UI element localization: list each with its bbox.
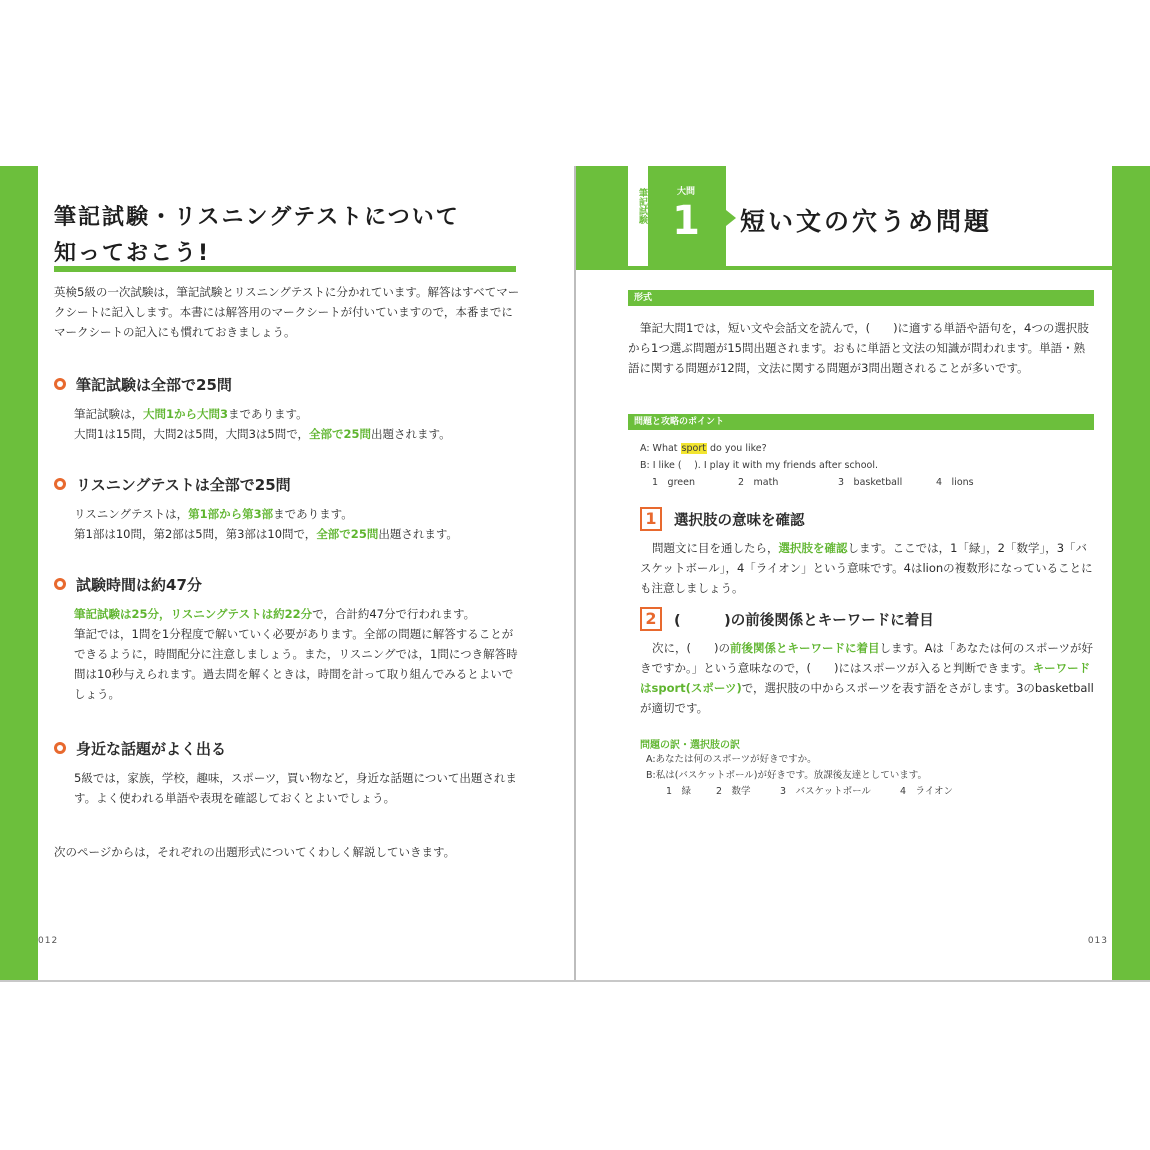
section-written-test (54, 372, 524, 444)
question-number-block: 大問 1 (648, 166, 724, 266)
format-label: 形式 (628, 290, 1094, 306)
orange-bullet-icon (54, 742, 66, 754)
left-page (38, 166, 574, 982)
orange-bullet-icon (54, 378, 66, 390)
translation-label: 問題の訳・選択肢の訳 (640, 740, 740, 751)
title-line-1: 筆記試験・リスニングテストについて (54, 205, 460, 230)
example-question: A: What sport do you like? B: I like ( ). I play it with my friends after school. 1 green 2 math 3 basketball 4 lions (640, 440, 1094, 491)
orange-bullet-icon (54, 578, 66, 590)
section-heading: リスニングテストは全部で25問 (54, 472, 524, 496)
section-body: 筆記試験は，大問1から大問3まであります。 大問1は15問，大問2は5問，大問3は5問で，全部で25問出題されます。 (74, 407, 451, 441)
translation: A:あなたは何のスポーツが好きですか。 B:私は(バスケットボール)が好きです。放課後友達としています。 1 緑 2 数学 3 バスケットボール 4 ライオン (646, 752, 1086, 800)
left-green-band (0, 166, 38, 982)
orange-bullet-icon (54, 478, 66, 490)
arrow-right-icon (726, 210, 736, 226)
translation-choices: 1 緑 2 数学 3 バスケットボール 4 ライオン (666, 786, 953, 797)
section-heading: 筆記試験は全部で25問 (54, 372, 524, 396)
section-body: 5級では，家族，学校，趣味，スポーツ，買い物など，身近な話題について出題されます。よく使われる単語や表現を確認しておくとよいでしょう。 (74, 771, 517, 805)
point-1 (640, 506, 1094, 598)
format-text: 筆記大問1では，短い文や会話文を読んで，( )に適する単語や語句を，4つの選択肢から1つ選ぶ問題が15問出題されます。おもに単語と文法の知識が問われます。単語・熟語に関する問題が12問，文法に関する問題が3問出題されることが多いです。 (628, 321, 1089, 375)
title-line-2: 知っておこう! (54, 241, 211, 266)
section-body: 筆記試験は25分，リスニングテストは約22分で，合計約47分で行われます。 筆記では，1問を1分程度で解いていく必要があります。全部の問題に解答することができるように，時間配分に注意しましょう。また，リスニングでは，1問につき解答時間は10秒与えられます。過去問を解くときは，時間を計って取り組んでみるとよいでしょう。 (74, 607, 518, 701)
chapter-title-box (726, 166, 1112, 266)
highlighted-keyword: sport (681, 443, 706, 454)
point-body: 次に，( )の前後関係とキーワードに着目します。Aは「あなたは何のスポーツが好きですか。」という意味なので，( )にはスポーツが入ると判断できます。キーワードはsport(スポーツ)で，選択肢の中からスポーツを表す語をさがします。3のbasketballが適切です。 (640, 641, 1094, 715)
book-spread (0, 166, 1150, 982)
chapter-title: 短い文の穴うめ問題 (740, 207, 993, 236)
section-listening-test (54, 472, 524, 544)
side-tab: 筆記試験 (628, 166, 648, 266)
point-number-box: 1 (640, 507, 662, 531)
example-label: 問題と攻略のポイント (628, 414, 1094, 430)
page-number: 013 (1087, 936, 1108, 946)
section-test-time (54, 572, 524, 704)
right-page (576, 166, 1112, 982)
point-heading: 2 ( )の前後関係とキーワードに着目 (640, 606, 1094, 632)
section-body: リスニングテストは，第1部から第3部まであります。 第1部は10問，第2部は5問，第3部は10問で，全部で25問出題されます。 (74, 507, 458, 541)
page-title (54, 200, 460, 272)
section-heading: 身近な話題がよく出る (54, 736, 524, 760)
intro-paragraph: 英検5級の一次試験は，筆記試験とリスニングテストに分かれています。解答はすべてマークシートに記入します。本書には解答用のマークシートが付いていますので，本番までにマークシートの記入にも慣れておきましょう。 (54, 285, 520, 339)
example-choices: 1 green 2 math 3 basketball 4 lions (652, 477, 974, 488)
point-number-box: 2 (640, 607, 662, 631)
closing-paragraph: 次のページからは，それぞれの出題形式についてくわしく解説していきます。 (54, 845, 456, 859)
title-underline (54, 266, 516, 272)
section-familiar-topics (54, 736, 524, 808)
section-heading: 試験時間は約47分 (54, 572, 524, 596)
point-body: 問題文に目を通したら，選択肢を確認します。ここでは，1「緑」，2「数学」，3「バスケットボール」，4「ライオン」という意味です。4はlionの複数形になっていることにも注意しましょう。 (640, 541, 1093, 595)
point-heading: 1 選択肢の意味を確認 (640, 506, 1094, 532)
point-2 (640, 606, 1094, 718)
right-green-band (1112, 166, 1150, 982)
page-number: 012 (38, 936, 59, 946)
